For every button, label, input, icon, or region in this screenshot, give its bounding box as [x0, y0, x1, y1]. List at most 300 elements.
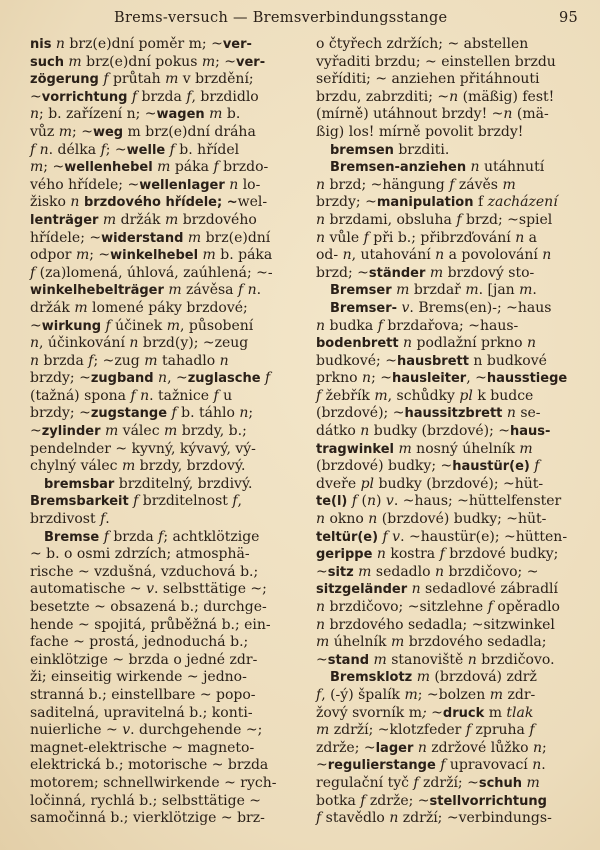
grammar-label: n: [30, 352, 40, 369]
entry-line-text: [30, 546, 300, 564]
entry-line: [30, 722, 300, 740]
grammar-label: m: [166, 317, 181, 334]
entry-line: [30, 423, 300, 441]
entry-line: [316, 652, 586, 670]
grammar-label: f: [440, 757, 446, 774]
entry-line: [316, 458, 586, 476]
headword: bremsbar: [44, 476, 115, 492]
entry-line-text: [30, 458, 300, 476]
text-run: zdr-: [503, 686, 536, 703]
entry-line: [30, 687, 300, 705]
text-run: besetzte ~ obsazená b.; durchge-: [30, 599, 267, 615]
entry-line: [316, 335, 586, 353]
text-run: , brzdidlo: [191, 88, 259, 105]
headword: wellenhebel: [64, 160, 153, 176]
entry-line-text: [316, 493, 586, 511]
headword: wirkung: [41, 318, 102, 334]
headword: haustür(e): [452, 459, 530, 475]
entry-line-text: [330, 300, 586, 318]
text-run: brzdičovo.: [476, 651, 555, 668]
entry-line: [30, 212, 300, 230]
entry-line: [316, 212, 586, 230]
grammar-label: f: [100, 141, 106, 158]
text-run: zdrže; ~: [365, 792, 430, 809]
headword: such: [30, 54, 64, 70]
entry-line-text: [330, 282, 586, 300]
text-run: úhelník: [329, 634, 391, 651]
text-run: stavědlo: [321, 810, 390, 827]
headword: weg: [92, 124, 124, 140]
text-run: zpruha: [471, 722, 530, 739]
grammar-label: f: [186, 88, 192, 105]
text-run: automatische ~: [30, 581, 147, 598]
grammar-label: m: [201, 53, 216, 70]
text-run: zdrží; ~: [329, 722, 390, 739]
text-run: ~: [30, 88, 42, 105]
entry-line: [316, 142, 586, 160]
text-run: (brzdové) budky; ~: [377, 511, 518, 528]
entry-line-text: [30, 247, 300, 265]
grammar-label: v: [401, 299, 410, 316]
text-run: . tažnice: [149, 387, 214, 404]
left-column: [30, 36, 300, 828]
grammar-label: m: [316, 634, 330, 651]
text-run: seříditi; ~ anziehen přitáhnouti: [316, 71, 540, 88]
grammar-label: f: [360, 792, 366, 809]
grammar-label: f: [449, 176, 455, 193]
entry-line: [316, 405, 586, 423]
grammar-label: f: [377, 317, 383, 334]
text-run: brzd; ~: [316, 264, 369, 281]
text-run: brzdičovo; ~: [444, 563, 539, 580]
text-run: brzda: [39, 352, 89, 369]
text-run: budka: [325, 317, 378, 334]
entry-line: [30, 282, 300, 300]
entry-line-text: [316, 423, 586, 441]
headword: hausbrett: [396, 353, 469, 369]
text-run: ; ~: [93, 352, 115, 369]
text-run: hüt-: [514, 475, 544, 492]
text-run: . [jan: [478, 282, 520, 299]
entry-line-text: [30, 423, 300, 441]
grammar-label: f: [103, 71, 109, 88]
grammar-label: n: [362, 370, 372, 387]
headword: zögerung: [30, 72, 99, 88]
text-run: brzdového sedadla;: [404, 634, 547, 651]
text-run: ločinná, rychlá b.; selbsttätige ~: [30, 792, 262, 809]
entry-line-text: [316, 247, 586, 265]
entry-line: [30, 757, 300, 775]
headword: Bremsbarkeit: [30, 494, 129, 510]
entry-line-text: [30, 300, 300, 318]
text-run: dátko: [316, 423, 361, 440]
grammar-label: n: [239, 405, 249, 422]
grammar-label: n: [316, 511, 326, 528]
entry-line-text: [316, 71, 586, 89]
text-run: brzd(y); ~: [138, 335, 215, 352]
text-run: lo-: [238, 176, 261, 193]
grammar-label: n: [411, 581, 421, 598]
entry-line: [316, 564, 586, 582]
text-run: haus: [517, 299, 552, 316]
grammar-label: n: [376, 546, 386, 563]
grammar-label: n: [316, 211, 326, 228]
entry-line-text: [316, 546, 586, 564]
entry-line: [30, 194, 300, 212]
text-run: brzdařova; ~: [382, 317, 480, 334]
text-run: nosný úhelník: [411, 440, 520, 457]
text-run: (mírně) utáhnout brzdy! ~: [316, 106, 504, 123]
text-run: einklötzige ~ brzda o jedné zdr-: [30, 651, 258, 668]
entry-line-text: [316, 54, 586, 72]
grammar-label: m: [68, 53, 82, 70]
headword: brzdového hřídele; ~: [79, 195, 238, 211]
text-run: bolzen: [438, 686, 486, 703]
entry-line-text: [30, 441, 300, 459]
grammar-label: m: [157, 159, 171, 176]
text-run: brzdového: [178, 211, 257, 228]
entry-line-text: [330, 159, 586, 177]
entry-line-text: [30, 194, 300, 212]
grammar-label: m: [202, 247, 216, 264]
grammar-label: n: [70, 194, 80, 211]
text-run: . Brems(en)-; ~: [409, 299, 518, 316]
text-run: ; ~: [72, 123, 93, 140]
entry-line: [316, 106, 586, 124]
entry-line-text: [330, 669, 586, 687]
text-run: ; ~: [417, 686, 439, 703]
entry-line: [316, 54, 586, 72]
grammar-label: n: [158, 370, 168, 387]
text-run: ; achtklötzige: [163, 528, 260, 545]
entry-line-text: [30, 106, 300, 124]
entry-line: [30, 740, 300, 758]
text-run: ): [375, 493, 386, 510]
grammar-label: n: [30, 106, 40, 123]
entry-line-text: [316, 793, 586, 811]
entry-line-text: [30, 775, 300, 793]
headword: stand: [327, 652, 370, 668]
entry-line: [30, 353, 300, 371]
entry-line-text: [30, 230, 300, 248]
text-run: (brzdová) zdrž: [429, 669, 537, 686]
grammar-label: m: [502, 176, 516, 193]
grammar-label: n: [219, 352, 229, 369]
entry-line-text: [44, 476, 300, 494]
entry-line-text: [30, 722, 300, 740]
entry-line-text: [316, 617, 586, 635]
page-number: 95: [558, 10, 578, 26]
text-run: n: [473, 352, 483, 369]
text-run: (brzdové); ~: [316, 405, 405, 422]
entry-line-text: [30, 564, 300, 582]
text-run: upravovací: [445, 757, 533, 774]
entry-line-text: [316, 212, 586, 230]
headword: zugstange: [90, 406, 168, 422]
entry-line: [316, 247, 586, 265]
grammar-label: n: [368, 511, 378, 528]
entry-line-text: [316, 599, 586, 617]
entry-line: [30, 617, 300, 635]
grammar-label: pl: [459, 387, 473, 404]
grammar-label: tlak: [501, 704, 534, 721]
text-run: ; ~: [105, 141, 127, 158]
entry-line-text: [316, 441, 586, 459]
grammar-label: n: [503, 106, 513, 123]
entry-line-text: [30, 634, 300, 652]
entry-line-text: [316, 581, 586, 599]
entry-line: [316, 423, 586, 441]
text-run: páka: [170, 159, 214, 176]
entry-line: [30, 599, 300, 617]
headword: Bremsklotz: [330, 670, 413, 686]
text-run: brzd; ~: [325, 176, 383, 193]
grammar-label: m: [30, 159, 44, 176]
headword: lenträger: [30, 212, 99, 228]
text-run: brzdu, zabrzditi; ~: [316, 88, 450, 105]
entry-line: [30, 793, 300, 811]
grammar-label: f: [213, 387, 219, 404]
text-run: fache ~ prostá, jednoduchá b.;: [30, 634, 249, 651]
text-run: , ~: [167, 370, 188, 387]
entry-line-text: [30, 54, 300, 72]
text-run: ~: [316, 563, 328, 580]
text-run: budkové: [482, 352, 547, 369]
grammar-label: n: [417, 739, 427, 756]
grammar-label: f: [130, 387, 136, 404]
text-run: brz(e)dní pokus: [81, 53, 202, 70]
grammar-label: f: [213, 159, 219, 176]
entry-line: [30, 335, 300, 353]
entry-line-text: [316, 124, 586, 142]
entry-line: [30, 124, 300, 142]
grammar-label: n: [342, 247, 352, 264]
text-run: dveře: [316, 475, 361, 492]
right-column: [316, 36, 586, 828]
text-run: žový svorník: [316, 704, 409, 721]
entry-line: [30, 142, 300, 160]
grammar-label: m: [358, 563, 372, 580]
entry-line-text: [30, 740, 300, 758]
headword: hausleiter: [391, 371, 467, 387]
grammar-label: n: [449, 88, 459, 105]
headword: wagen: [156, 107, 205, 123]
grammar-label: m: [316, 722, 330, 739]
grammar-label: f: [465, 722, 472, 739]
headword: wellenlager: [139, 177, 225, 193]
entry-line-text: [316, 652, 586, 670]
entry-line: [316, 194, 586, 212]
text-run: brzdy; ~: [30, 405, 91, 422]
entry-line: [30, 546, 300, 564]
entry-line: [30, 511, 300, 529]
text-run: brzda: [137, 88, 187, 105]
text-run: vůz: [30, 123, 59, 140]
text-run: hüt-: [518, 511, 547, 528]
headword: regulierstange: [327, 758, 436, 774]
headword: welle: [126, 142, 166, 158]
grammar-label: f: [529, 722, 535, 739]
grammar-label: f: [100, 511, 106, 528]
headword: hausstiege: [486, 371, 568, 387]
entry-line: [316, 599, 586, 617]
text-run: motorem; schnellwirkende ~ rych-: [30, 774, 277, 791]
text-run: brzdičovo; ~: [325, 599, 420, 615]
grammar-label: f: [456, 211, 462, 228]
headword: nis: [30, 37, 52, 52]
text-run: brzdo-: [218, 159, 269, 176]
text-run: lomené páky brzdové;: [87, 299, 248, 316]
grammar-label: n: [389, 810, 399, 827]
header-title: Brems-versuch — Bremsverbindungsstange: [114, 10, 448, 26]
entry-line: [30, 230, 300, 248]
grammar-label: m: [429, 264, 444, 281]
text-run: pendelnder ~ kyvný, kývavý, vý-: [30, 440, 256, 457]
entry-line: [316, 793, 586, 811]
entry-line: [30, 775, 300, 793]
headword: bremsen: [330, 142, 394, 158]
entry-line-text: [316, 370, 586, 388]
grammar-label: n: [533, 739, 543, 756]
text-run: b. páka: [215, 247, 273, 264]
text-run: klotzfeder: [389, 722, 462, 739]
entry-line-text: [316, 458, 586, 476]
entry-line: [30, 71, 300, 89]
text-run: (: [357, 493, 367, 510]
text-run: držák: [30, 299, 75, 316]
entry-line: [316, 282, 586, 300]
grammar-label: n: [316, 317, 326, 334]
text-run: .: [256, 282, 262, 299]
text-run: brzdy; ~: [30, 370, 91, 387]
grammar-label: m: [121, 458, 136, 475]
text-run: vyřaditi brzdu; ~ einstellen brzdu: [316, 53, 556, 70]
entry-line-text: [44, 529, 300, 547]
text-run: a povolování: [444, 247, 543, 264]
text-run: sedadlové zábradlí: [420, 581, 558, 598]
entry-line-text: [316, 757, 586, 775]
grammar-label: n: [435, 247, 445, 264]
entry-line: [30, 669, 300, 687]
entry-line: [316, 669, 586, 687]
text-run: okno: [325, 511, 369, 528]
grammar-label: m: [104, 423, 119, 440]
text-run: při b.; přibrzďování: [368, 229, 516, 246]
text-run: ; ~: [371, 370, 392, 387]
text-run: . ~haustür(e); ~: [400, 528, 516, 545]
text-run: závěs: [454, 176, 503, 193]
headword: zugband: [90, 371, 154, 387]
entry-line-text: [316, 775, 586, 793]
text-run: ~ b. o osmi zdrzích; atmosphä-: [30, 546, 250, 563]
headword: zylinder: [41, 424, 101, 440]
text-run: , schůdky: [387, 387, 460, 404]
grammar-label: m: [164, 211, 179, 228]
headword: Bremsen-anziehen: [330, 160, 467, 176]
entry-line-text: [316, 265, 586, 283]
grammar-label: f: [316, 810, 322, 827]
entry-line: [30, 247, 300, 265]
text-run: .: [532, 282, 537, 299]
headword: te(l): [316, 494, 348, 510]
grammar-label: v: [392, 528, 401, 545]
entry-line: [30, 441, 300, 459]
grammar-label: m: [396, 282, 410, 299]
entry-line-text: [30, 370, 300, 388]
entry-line-text: [316, 335, 586, 353]
entry-line: [316, 124, 586, 142]
text-run: se-: [515, 405, 541, 422]
text-run: brzdové budky;: [444, 546, 559, 563]
entry-line-text: [30, 159, 300, 177]
text-run: saditelná, upravitelná b.; konti-: [30, 704, 253, 721]
text-run: brzdy; ~: [316, 194, 377, 211]
text-run: (mäßig) fest!: [458, 88, 555, 105]
text-run: , účinkování: [39, 335, 130, 352]
grammar-label: m: [374, 387, 388, 404]
entry-line-text: [30, 71, 300, 89]
text-run: zug: [114, 352, 140, 369]
grammar-label: f: [131, 88, 138, 105]
grammar-label: m: [373, 651, 387, 668]
entry-line-text: [30, 89, 300, 107]
entry-line: [30, 476, 300, 494]
entry-line-text: [30, 793, 300, 811]
entry-line-text: [316, 476, 586, 494]
text-run: válec: [118, 423, 164, 440]
entry-line: [316, 493, 586, 511]
entry-line: [30, 300, 300, 318]
text-run: průtah: [108, 71, 166, 88]
text-run: botka: [316, 792, 361, 809]
entry-line: [316, 722, 586, 740]
headword: lager: [375, 740, 414, 756]
text-run: brzdami, obsluha: [325, 211, 457, 228]
text-run: hängung: [382, 176, 445, 193]
grammar-label: n: [129, 335, 139, 352]
text-run: brzditelný, brzdivý.: [114, 475, 253, 492]
grammar-label: m: [102, 211, 117, 228]
grammar-label: n: [140, 387, 150, 404]
entry-line-text: [30, 617, 300, 635]
text-run: k budce: [472, 387, 534, 404]
grammar-label: n: [316, 616, 326, 633]
entry-line: [30, 458, 300, 476]
text-run: žebřík: [321, 387, 375, 404]
text-run: sitzwinkel: [483, 616, 555, 633]
entry-line-text: [316, 89, 586, 107]
grammar-label: f: [105, 317, 111, 334]
entry-line: [316, 89, 586, 107]
text-run: u: [218, 387, 233, 404]
entry-line-text: [30, 282, 300, 300]
grammar-label: m: [398, 440, 412, 457]
text-run: ; ~: [89, 247, 111, 264]
entry-line: [30, 405, 300, 423]
entry-line-text: [316, 177, 586, 195]
grammar-label: zacházení: [483, 194, 558, 211]
text-run: ; ~: [135, 106, 157, 123]
grammar-label: m: [526, 774, 540, 791]
text-run: ; b. zařízení: [39, 106, 127, 123]
text-run: odpor: [30, 247, 76, 264]
grammar-label: v: [385, 493, 394, 510]
grammar-label: f: [158, 528, 164, 545]
text-run: sedadlo: [371, 563, 435, 580]
entry-line-text: [30, 810, 300, 828]
text-run: spiel: [518, 211, 553, 228]
grammar-label: f: [316, 387, 322, 404]
